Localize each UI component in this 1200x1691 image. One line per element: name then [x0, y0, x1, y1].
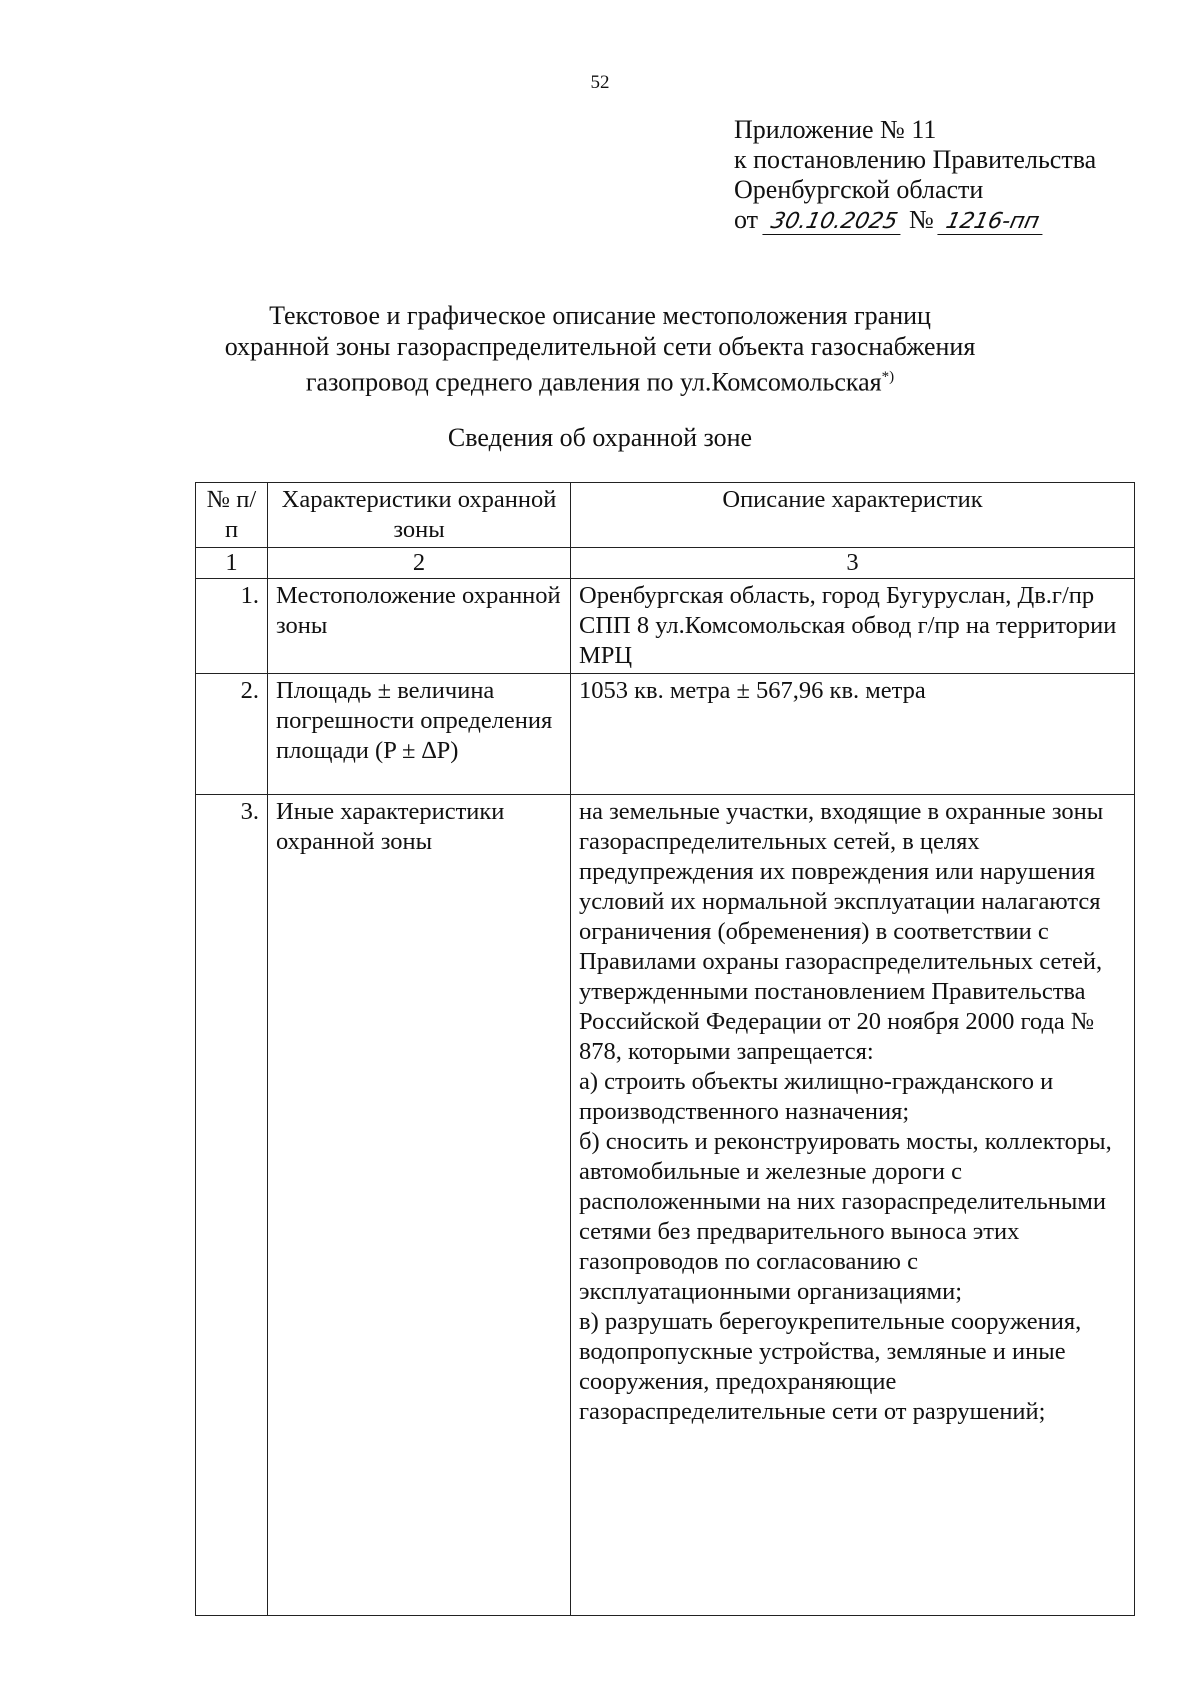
number-prefix: №	[909, 205, 934, 234]
handwritten-number: 1216-пп	[938, 210, 1048, 235]
row-number: 1.	[196, 579, 268, 674]
section-title: Сведения об охранной зоне	[447, 423, 753, 452]
title-line-3	[150, 362, 1050, 398]
document-title	[150, 300, 1050, 398]
handwritten-date: 30.10.2025	[762, 210, 905, 235]
title-line-1: Текстовое и графическое описание местоположения границ	[269, 301, 931, 330]
row-characteristic: Площадь ± величина погрешности определения площади (P ± ∆P)	[268, 674, 571, 795]
row-description	[571, 579, 1135, 674]
column-number-2: 2	[268, 548, 571, 579]
appendix-block	[734, 115, 1096, 235]
row-number: 2.	[196, 674, 268, 795]
column-numbers-row	[196, 548, 1135, 579]
column-number-1: 1	[196, 548, 268, 579]
title-line-2: охранной зоны газораспределительной сети объекта газоснабжения	[224, 332, 976, 361]
row-characteristic: Иные характеристики охранной зоны	[268, 795, 571, 1616]
appendix-line-1: Приложение № 11	[734, 115, 937, 144]
footnote-mark: *)	[881, 369, 895, 385]
description-paragraph: а) строить объекты жилищно-гражданского и производственного назначения;	[579, 1068, 1054, 1125]
description-paragraph: в) разрушать берегоукрепительные сооружения, водопропускные устройства, земляные и иные сооружения, предохраняющие газораспределительные сети от разрушений;	[579, 1308, 1082, 1425]
table-row	[196, 795, 1135, 1616]
title-line-3-text: газопровод среднего давления по ул.Комсомольская	[305, 367, 882, 397]
column-number-3: 3	[571, 548, 1135, 579]
row-characteristic: Местоположение охранной зоны	[268, 579, 571, 674]
zone-info-table	[195, 482, 1135, 1616]
description-paragraph: б) сносить и реконструировать мосты, коллекторы, автомобильные и железные дороги с расположенными на них газораспределительными сетями без предварительного выноса этих газопроводов по согласованию с эксплуатационными организациями;	[579, 1128, 1112, 1305]
page-number: 52	[590, 72, 610, 93]
appendix-line-2: к постановлению Правительства	[734, 145, 1097, 174]
header-characteristic: Характеристики охранной зоны	[268, 483, 571, 548]
header-number: № п/п	[196, 483, 268, 548]
description-paragraph: на земельные участки, входящие в охранные зоны газораспределительных сетей, в целях предупреждения их повреждения или нарушения условий их нормальной эксплуатации налагаются ограничения (обременения) в соответствии с Правилами охраны газораспределительных сетей, утвержденными постановлением Правительства Российской Федерации от 20 ноября 2000 года № 878, которыми запрещается:	[579, 798, 1104, 1065]
description-paragraph: 1053 кв. метра ± 567,96 кв. метра	[579, 677, 926, 704]
description-paragraph: Оренбургская область, город Бугуруслан, Дв.г/пр СПП 8 ул.Комсомольская обвод г/пр на территории МРЦ	[579, 582, 1117, 669]
header-description: Описание характеристик	[571, 483, 1135, 548]
row-number: 3.	[196, 795, 268, 1616]
table-header-row	[196, 483, 1135, 548]
table-row	[196, 579, 1135, 674]
row-description	[571, 674, 1135, 795]
appendix-date-line	[734, 205, 1096, 235]
appendix-line-3: Оренбургской области	[734, 175, 984, 204]
date-prefix: от	[734, 205, 759, 234]
table-row	[196, 674, 1135, 795]
row-description	[571, 795, 1135, 1616]
